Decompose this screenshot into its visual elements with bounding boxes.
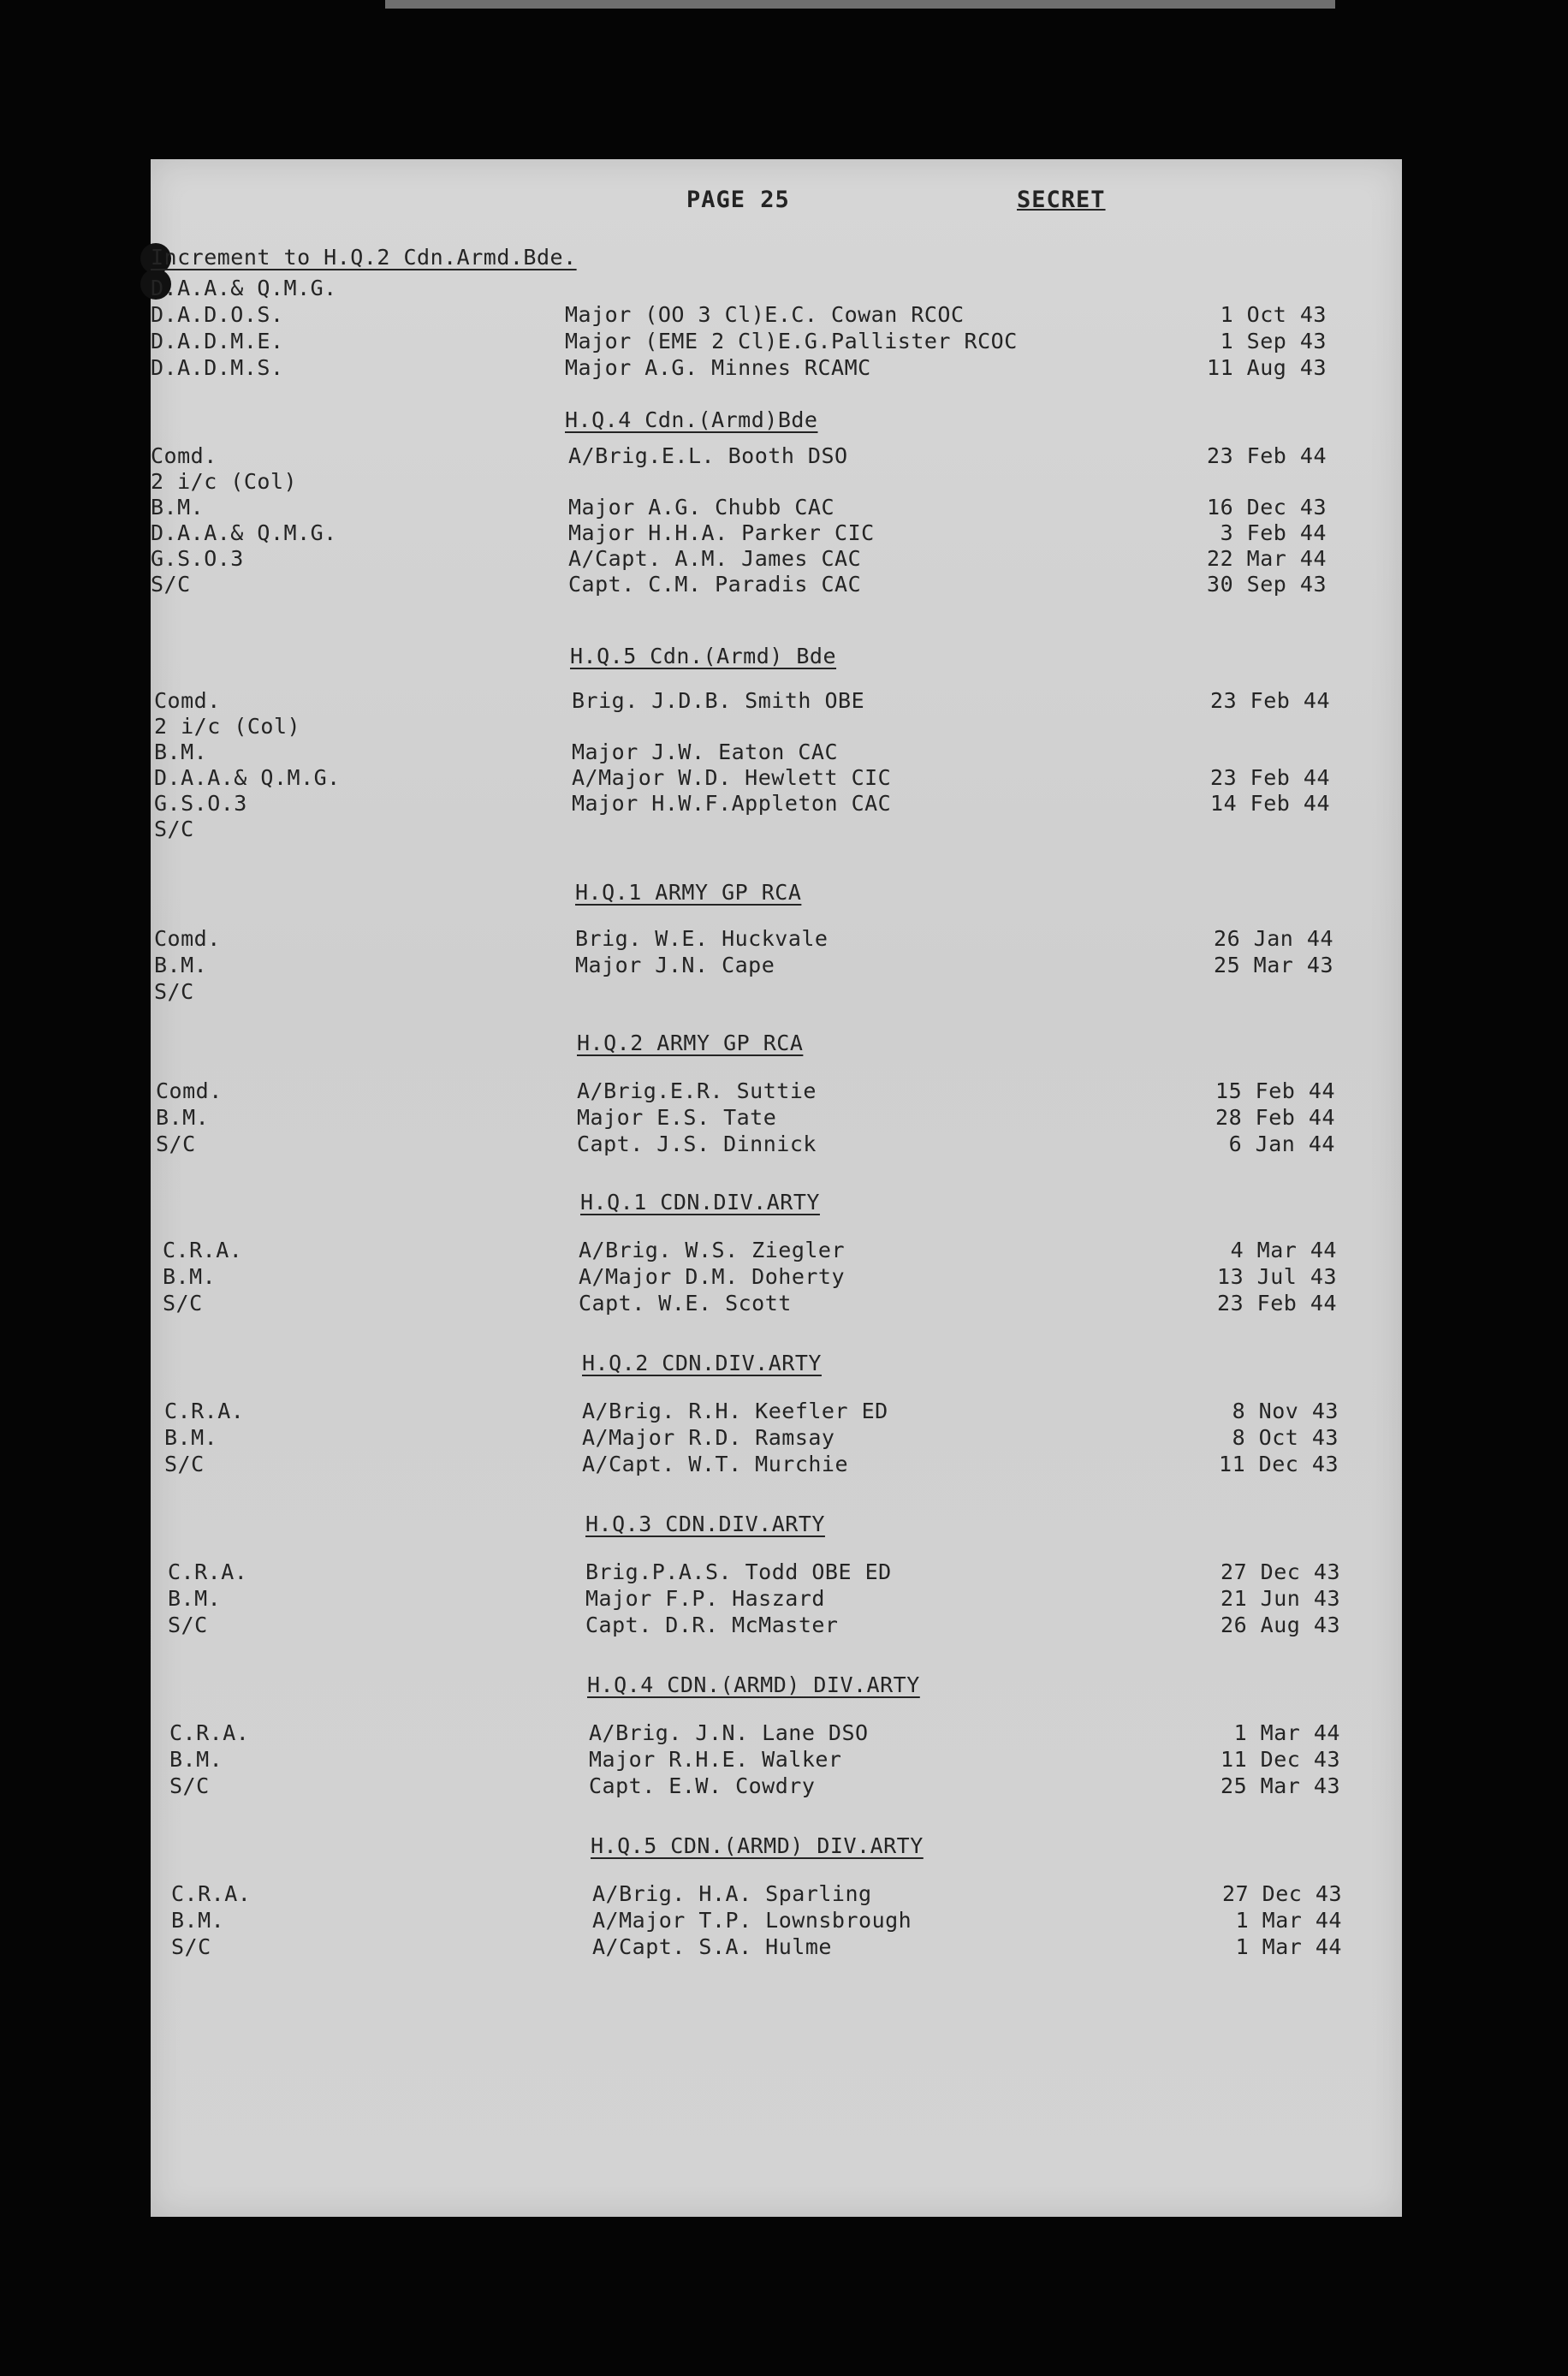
appointment-date: 13 Jul 43: [1217, 1264, 1337, 1289]
appointment-date: 1 Mar 44: [1235, 1934, 1342, 1959]
officer-name: A/Major W.D. Hewlett CIC: [572, 765, 892, 790]
appointment-role: Comd.: [154, 688, 221, 713]
appointment-row: [151, 572, 1402, 599]
officer-name: A/Brig. W.S. Ziegler: [579, 1238, 846, 1262]
appointment-role: D.A.D.M.S.: [151, 355, 284, 380]
appointment-row: [151, 688, 1402, 716]
appointment-row: [151, 1747, 1402, 1774]
appointment-role: S/C: [156, 1132, 196, 1156]
document-page: [151, 159, 1402, 2217]
appointment-row: [151, 495, 1402, 522]
appointment-row: [151, 355, 1402, 383]
appointment-role: C.R.A.: [163, 1238, 243, 1262]
appointment-role: D.A.A.& Q.M.G.: [151, 520, 337, 545]
appointment-date: 11 Dec 43: [1219, 1452, 1339, 1476]
appointment-row: [151, 443, 1402, 471]
appointment-row: [151, 1586, 1402, 1613]
appointment-role: B.M.: [169, 1747, 223, 1772]
appointment-row: [151, 1105, 1402, 1132]
appointment-row: [151, 1291, 1402, 1318]
appointment-role: B.M.: [163, 1264, 217, 1289]
appointment-date: 8 Oct 43: [1232, 1425, 1339, 1450]
appointment-role: B.M.: [156, 1105, 210, 1130]
appointment-row: [151, 714, 1402, 741]
appointment-role: S/C: [151, 572, 191, 597]
appointment-row: [151, 1934, 1402, 1962]
appointment-role: 2 i/c (Col): [154, 714, 301, 739]
appointment-date: 21 Jun 43: [1221, 1586, 1340, 1611]
appointment-role: D.A.A.& Q.M.G.: [154, 765, 341, 790]
officer-name: A/Capt. S.A. Hulme: [592, 1934, 832, 1959]
appointment-date: 23 Feb 44: [1210, 688, 1330, 713]
appointment-row: [151, 1238, 1402, 1265]
appointment-row: [151, 1264, 1402, 1292]
appointment-role: B.M.: [164, 1425, 218, 1450]
appointment-date: 11 Dec 43: [1221, 1747, 1340, 1772]
appointment-role: Comd.: [154, 926, 221, 951]
appointment-date: 15 Feb 44: [1215, 1078, 1335, 1103]
officer-name: Brig.P.A.S. Todd OBE ED: [585, 1559, 892, 1584]
officer-name: A/Brig. J.N. Lane DSO: [589, 1720, 869, 1745]
appointment-date: 1 Oct 43: [1220, 302, 1327, 327]
appointment-row: [151, 1559, 1402, 1587]
appointment-row: [151, 276, 1402, 303]
appointment-date: 30 Sep 43: [1207, 572, 1327, 597]
officer-name: Major E.S. Tate: [577, 1105, 777, 1130]
appointment-date: 23 Feb 44: [1210, 765, 1330, 790]
appointment-date: 25 Mar 43: [1214, 953, 1333, 977]
appointment-date: 1 Mar 44: [1233, 1720, 1340, 1745]
officer-name: Major (EME 2 Cl)E.G.Pallister RCOC: [565, 329, 1018, 353]
officer-name: Major (OO 3 Cl)E.C. Cowan RCOC: [565, 302, 965, 327]
officer-name: A/Major D.M. Doherty: [579, 1264, 846, 1289]
officer-name: Brig. W.E. Huckvale: [575, 926, 829, 951]
officer-name: Major F.P. Haszard: [585, 1586, 825, 1611]
appointment-role: S/C: [163, 1291, 203, 1316]
appointment-row: [151, 1720, 1402, 1748]
officer-name: Brig. J.D.B. Smith OBE: [572, 688, 865, 713]
appointment-row: [151, 546, 1402, 573]
appointment-role: D.A.D.O.S.: [151, 302, 284, 327]
page-number: PAGE 25: [686, 187, 790, 213]
appointment-role: D.A.A.& Q.M.G.: [151, 276, 337, 300]
officer-name: Major J.N. Cape: [575, 953, 775, 977]
appointment-role: D.A.D.M.E.: [151, 329, 284, 353]
appointment-row: [151, 765, 1402, 793]
section-title: H.Q.1 CDN.DIV.ARTY: [580, 1190, 820, 1215]
section-title: H.Q.5 Cdn.(Armd) Bde: [570, 644, 837, 668]
section-title: H.Q.4 CDN.(ARMD) DIV.ARTY: [587, 1672, 920, 1697]
section-title: H.Q.5 CDN.(ARMD) DIV.ARTY: [591, 1833, 924, 1858]
appointment-role: C.R.A.: [168, 1559, 248, 1584]
officer-name: A/Brig. R.H. Keefler ED: [582, 1399, 888, 1423]
officer-name: Major R.H.E. Walker: [589, 1747, 842, 1772]
appointment-role: C.R.A.: [169, 1720, 250, 1745]
appointment-row: [151, 979, 1402, 1007]
section-title: H.Q.4 Cdn.(Armd)Bde: [565, 407, 818, 432]
appointment-role: S/C: [154, 979, 194, 1004]
officer-name: Capt. W.E. Scott: [579, 1291, 792, 1316]
appointment-role: B.M.: [168, 1586, 222, 1611]
appointment-role: C.R.A.: [171, 1881, 252, 1906]
officer-name: Capt. C.M. Paradis CAC: [568, 572, 862, 597]
classification-label: SECRET: [1017, 187, 1106, 213]
appointment-row: [151, 1613, 1402, 1640]
appointment-date: 14 Feb 44: [1210, 791, 1330, 816]
appointment-date: 11 Aug 43: [1207, 355, 1327, 380]
appointment-row: [151, 1425, 1402, 1452]
appointment-role: C.R.A.: [164, 1399, 245, 1423]
appointment-date: 16 Dec 43: [1207, 495, 1327, 520]
appointment-row: [151, 329, 1402, 356]
appointment-date: 25 Mar 43: [1221, 1773, 1340, 1798]
appointment-date: 26 Jan 44: [1214, 926, 1333, 951]
appointment-date: 23 Feb 44: [1207, 443, 1327, 468]
appointment-row: [151, 302, 1402, 330]
appointment-role: S/C: [154, 817, 194, 841]
appointment-role: S/C: [164, 1452, 205, 1476]
film-edge-strip: [385, 0, 1335, 9]
officer-name: Major A.G. Minnes RCAMC: [565, 355, 871, 380]
officer-name: Major A.G. Chubb CAC: [568, 495, 835, 520]
appointment-date: 27 Dec 43: [1222, 1881, 1342, 1906]
officer-name: Major J.W. Eaton CAC: [572, 740, 839, 764]
appointment-date: 26 Aug 43: [1221, 1613, 1340, 1637]
appointment-row: [151, 953, 1402, 980]
appointment-role: S/C: [171, 1934, 211, 1959]
appointment-role: 2 i/c (Col): [151, 469, 298, 494]
appointment-row: [151, 926, 1402, 953]
appointment-row: [151, 817, 1402, 844]
appointment-row: [151, 740, 1402, 767]
appointment-row: [151, 1881, 1402, 1909]
officer-name: Capt. D.R. McMaster: [585, 1613, 839, 1637]
officer-name: Capt. J.S. Dinnick: [577, 1132, 817, 1156]
officer-name: Capt. E.W. Cowdry: [589, 1773, 816, 1798]
appointment-date: 28 Feb 44: [1215, 1105, 1335, 1130]
appointment-date: 3 Feb 44: [1220, 520, 1327, 545]
appointment-role: B.M.: [154, 953, 208, 977]
appointment-row: [151, 469, 1402, 496]
appointment-row: [151, 1773, 1402, 1801]
appointment-date: 22 Mar 44: [1207, 546, 1327, 571]
appointment-date: 1 Mar 44: [1235, 1908, 1342, 1933]
officer-name: A/Capt. A.M. James CAC: [568, 546, 862, 571]
section-title: H.Q.1 ARMY GP RCA: [575, 880, 802, 905]
appointment-role: S/C: [168, 1613, 208, 1637]
appointment-role: G.S.O.3: [151, 546, 244, 571]
officer-name: A/Brig.E.L. Booth DSO: [568, 443, 848, 468]
appointment-row: [151, 1078, 1402, 1106]
section-title: H.Q.2 CDN.DIV.ARTY: [582, 1351, 822, 1375]
appointment-row: [151, 1452, 1402, 1479]
appointment-date: 1 Sep 43: [1220, 329, 1327, 353]
appointment-role: Comd.: [156, 1078, 223, 1103]
section-title: H.Q.3 CDN.DIV.ARTY: [585, 1512, 825, 1536]
appointment-date: 8 Nov 43: [1232, 1399, 1339, 1423]
officer-name: A/Major T.P. Lownsbrough: [592, 1908, 912, 1933]
appointment-role: B.M.: [171, 1908, 225, 1933]
officer-name: A/Capt. W.T. Murchie: [582, 1452, 849, 1476]
appointment-row: [151, 520, 1402, 548]
section-title: Increment to H.Q.2 Cdn.Armd.Bde.: [151, 245, 577, 270]
section-title: H.Q.2 ARMY GP RCA: [577, 1031, 804, 1055]
appointment-row: [151, 1132, 1402, 1159]
officer-name: Major H.H.A. Parker CIC: [568, 520, 875, 545]
appointment-row: [151, 1399, 1402, 1426]
appointment-role: B.M.: [151, 495, 205, 520]
appointment-role: Comd.: [151, 443, 217, 468]
appointment-row: [151, 791, 1402, 818]
appointment-role: S/C: [169, 1773, 210, 1798]
officer-name: A/Brig.E.R. Suttie: [577, 1078, 817, 1103]
appointment-date: 6 Jan 44: [1228, 1132, 1335, 1156]
officer-name: Major H.W.F.Appleton CAC: [572, 791, 892, 816]
appointment-role: G.S.O.3: [154, 791, 247, 816]
appointment-row: [151, 1908, 1402, 1935]
appointment-role: B.M.: [154, 740, 208, 764]
appointment-date: 27 Dec 43: [1221, 1559, 1340, 1584]
appointment-date: 4 Mar 44: [1230, 1238, 1337, 1262]
appointment-date: 23 Feb 44: [1217, 1291, 1337, 1316]
officer-name: A/Brig. H.A. Sparling: [592, 1881, 872, 1906]
officer-name: A/Major R.D. Ramsay: [582, 1425, 835, 1450]
